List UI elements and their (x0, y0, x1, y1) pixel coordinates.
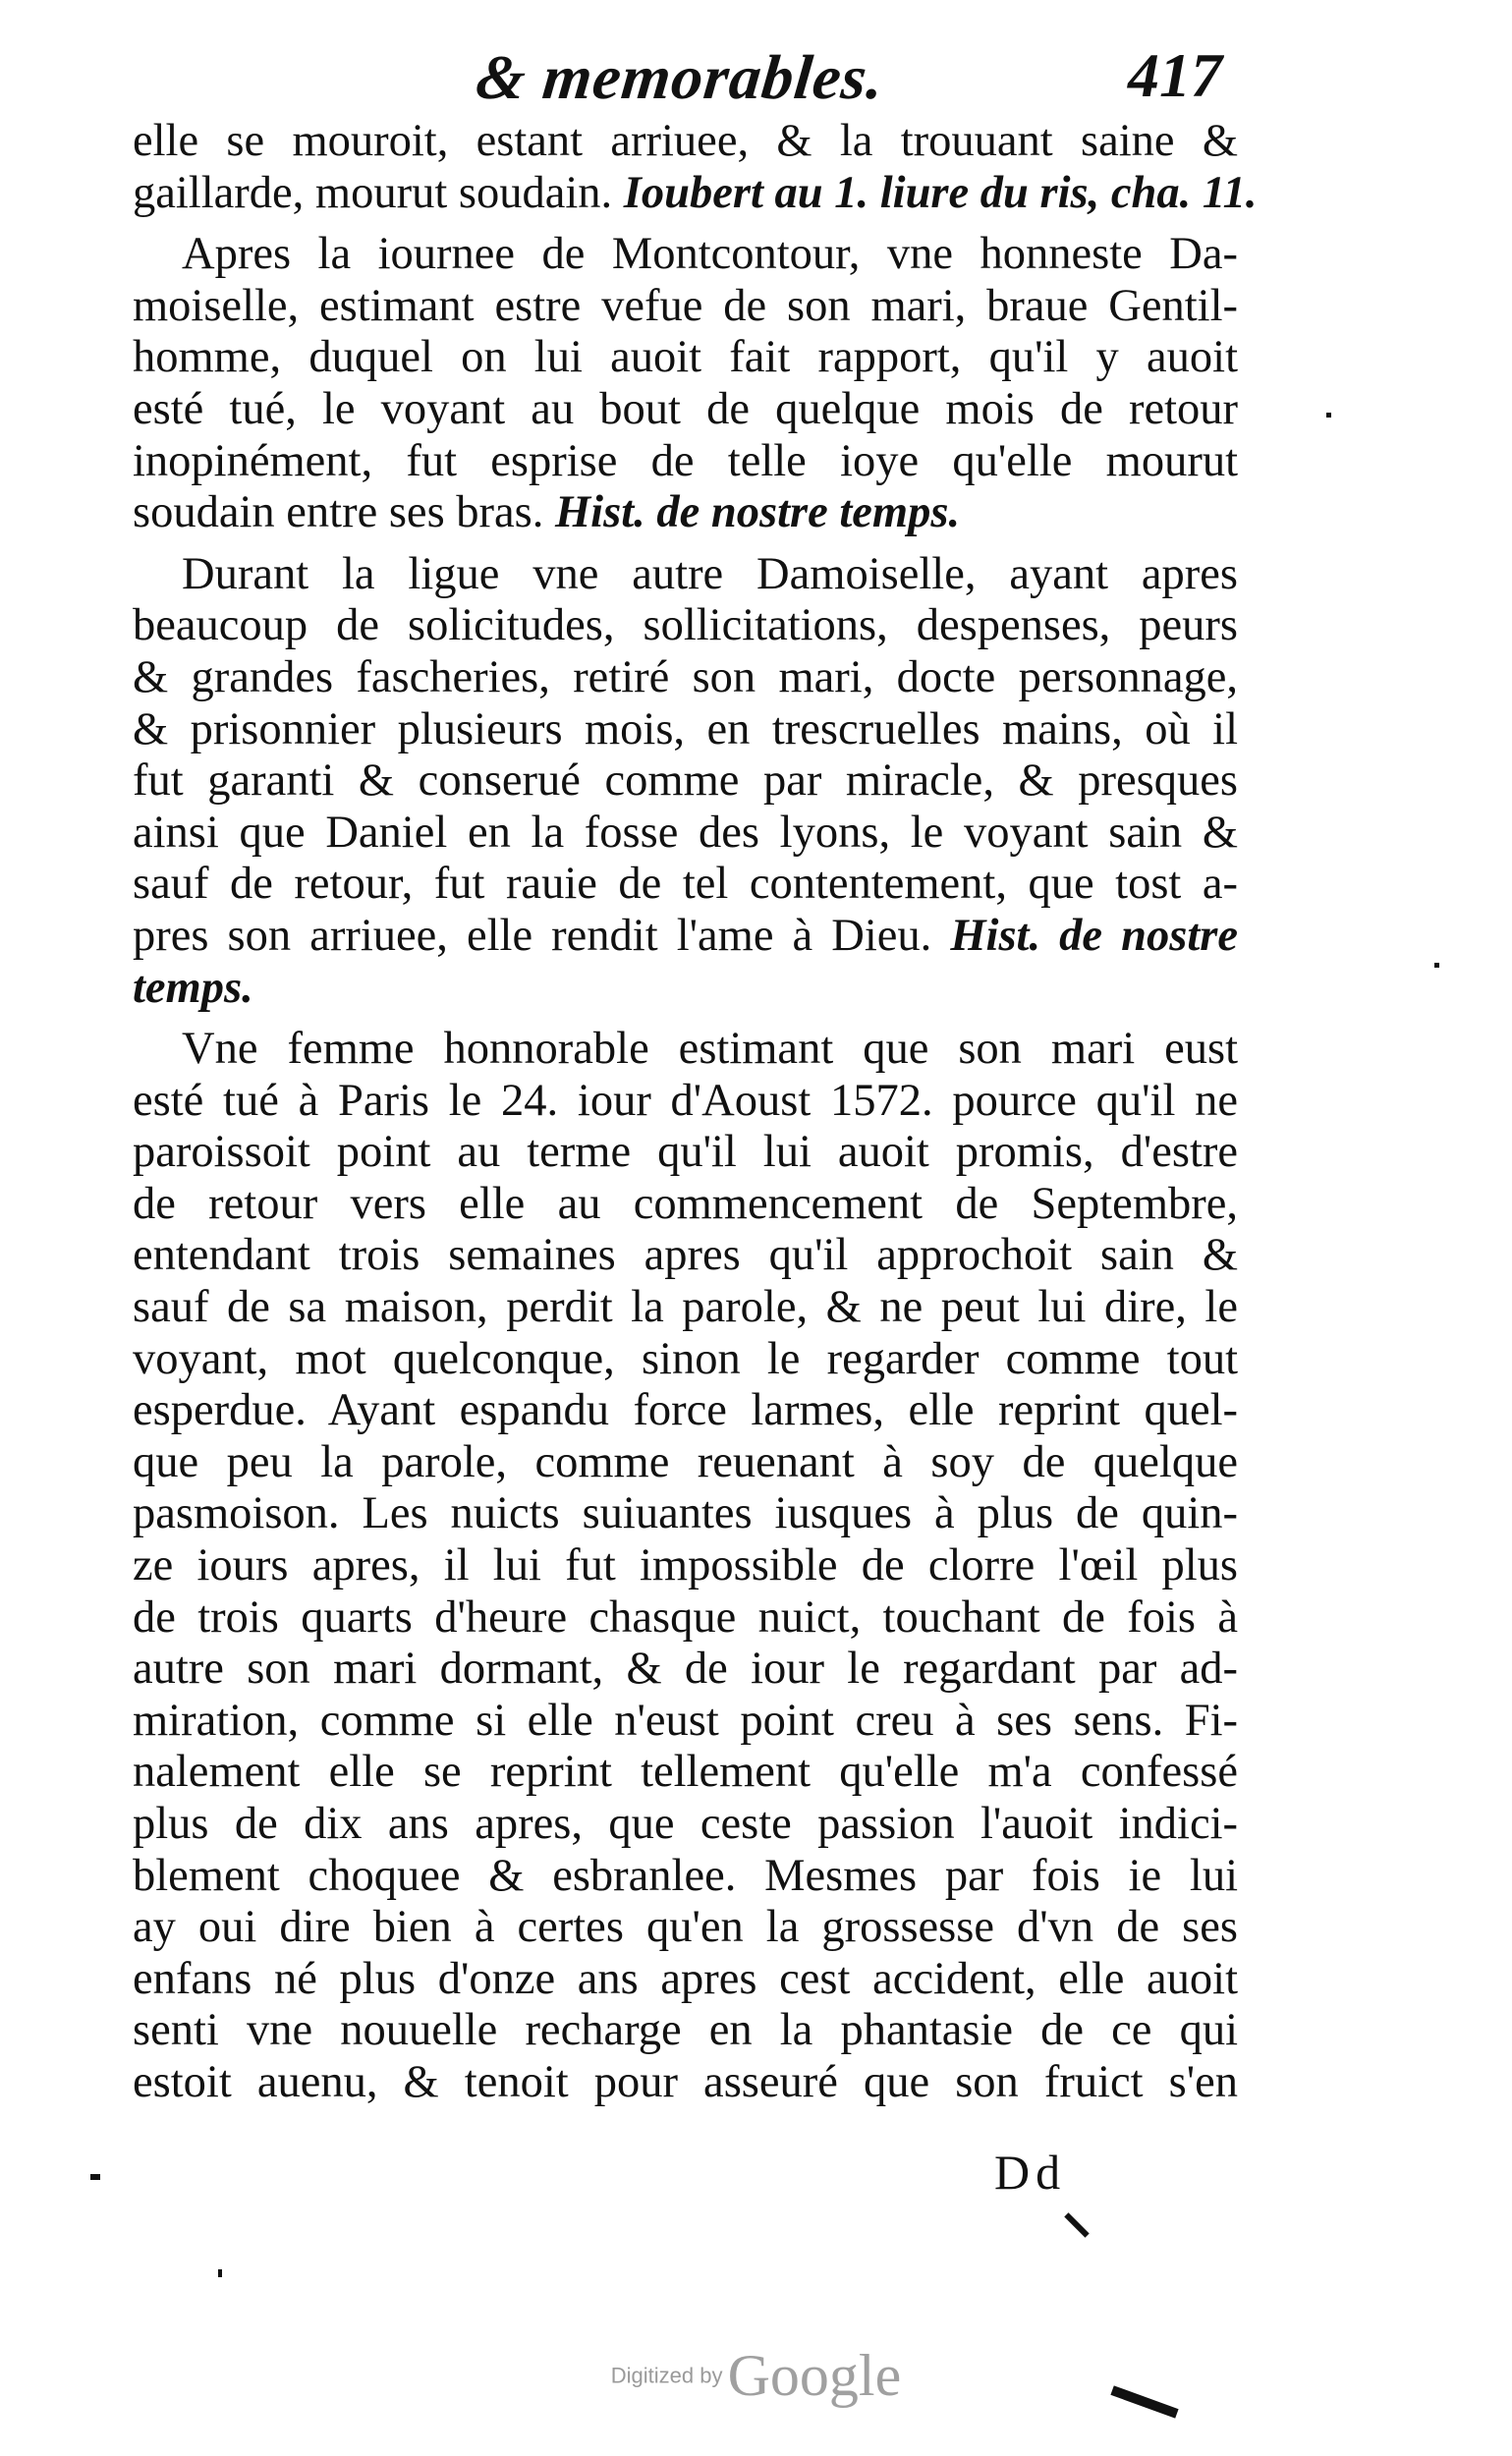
line-text: paroissoit point au terme qu'il lui auoit promis, d'estre (133, 1127, 1238, 1178)
line-text: inopinément, fut esprise de telle ioye qu'elle mourut (133, 435, 1238, 486)
text-line (133, 1385, 1238, 1437)
digitized-watermark (0, 2342, 1512, 2410)
google-logo: Google (727, 2343, 902, 2408)
citation-reference: temps. (133, 962, 253, 1013)
text-line (133, 2057, 1238, 2109)
text-line (133, 600, 1238, 652)
text-line (133, 281, 1238, 333)
line-text: ay oui dire bien à certes qu'en la grossesse d'vn de ses (133, 1902, 1238, 1953)
text-line (133, 1024, 1238, 1076)
line-text: & grandes fascheries, retiré son mari, docte personnage, (133, 651, 1238, 702)
text-line (133, 116, 1238, 168)
line-text: que peu la parole, comme reuenant à soy de quelque (133, 1436, 1238, 1487)
line-text: beaucoup de solicitudes, sollicitations, despenses, peurs (133, 600, 1238, 651)
line-text: voyant, mot quelconque, sinon le regarder comme tout (133, 1333, 1238, 1384)
line-text: blement choquee & esbranlee. Mesmes par fois ie lui (133, 1850, 1238, 1901)
line-text: pres son arriuee, elle rendit l'ame à Dieu. (133, 910, 932, 961)
text-line (133, 384, 1238, 436)
line-text: esté tué, le voyant au bout de quelque mois de retour (133, 383, 1238, 434)
paragraph-gap (133, 219, 1238, 229)
line-text: fut garanti & conserué comme par miracle, & presques (133, 755, 1238, 807)
line-text: homme, duquel on lui auoit fait rapport, qu'il y auoit (133, 332, 1238, 383)
citation-reference: Hist. de nostre (931, 910, 1238, 961)
text-line (133, 1127, 1238, 1179)
text-line (133, 1799, 1238, 1851)
text-line (133, 963, 1238, 1015)
line-text: ainsi que Daniel en la fosse des lyons, le voyant sain & (133, 807, 1238, 858)
text-line (133, 436, 1238, 488)
scan-speck (1434, 963, 1439, 968)
scan-speck (1326, 413, 1331, 418)
signature-mark: Dd (994, 2145, 1067, 2200)
line-text: sauf de sa maison, perdit la parole, & ne peut lui dire, le (133, 1282, 1238, 1333)
scan-speck (218, 2269, 222, 2277)
line-text: sauf de retour, fut rauie de tel contentement, que tost a- (133, 859, 1238, 910)
line-text: estoit auenu, & tenoit pour asseuré que son fruict s'en (133, 2056, 1238, 2107)
scan-speck (1064, 2212, 1089, 2237)
running-title: & memorables. (473, 42, 888, 112)
text-line (133, 1851, 1238, 1903)
line-text: miration, comme si elle n'eust point creu à ses sens. Fi- (133, 1695, 1238, 1746)
text-line (133, 1179, 1238, 1231)
line-text: nalement elle se reprint tellement qu'elle m'a confessé (133, 1747, 1238, 1798)
text-line (133, 549, 1238, 601)
text-line (133, 1696, 1238, 1748)
line-text: senti vne nouuelle recharge en la phantasie de ce qui (133, 2005, 1238, 2056)
line-text: de trois quarts d'heure chasque nuict, touchant de fois à (133, 1591, 1238, 1643)
text-line (133, 1076, 1238, 1128)
text-line (133, 1437, 1238, 1489)
line-text: & prisonnier plusieurs mois, en trescruelles mains, où il (133, 703, 1238, 754)
text-line (133, 704, 1238, 756)
line-text: enfans né plus d'onze ans apres cest accident, elle auoit (133, 1953, 1238, 2004)
text-line (133, 2005, 1238, 2057)
text-line (133, 911, 1238, 963)
text-line (133, 1334, 1238, 1386)
text-line (133, 755, 1238, 808)
line-text: gaillarde, mourut soudain. (133, 167, 613, 218)
text-line (133, 1954, 1238, 2006)
text-line (133, 1592, 1238, 1645)
line-text: autre son mari dormant, & de iour le regardant par ad- (133, 1644, 1238, 1695)
line-text: moiselle, estimant estre vefue de son mari, braue Gentil- (133, 280, 1238, 331)
line-text: Apres la iournee de Montcontour, vne honneste Da- (182, 229, 1238, 280)
line-text: pasmoison. Les nuicts suiuantes iusques à plus de quin- (133, 1488, 1238, 1539)
text-line (133, 1902, 1238, 1954)
line-text: elle se mouroit, estant arriuee, & la trouuant saine & (133, 116, 1238, 166)
text-line (133, 1644, 1238, 1696)
text-line (133, 859, 1238, 911)
text-line (133, 1488, 1238, 1540)
paragraph-gap (133, 539, 1238, 549)
line-text: Durant la ligue vne autre Damoiselle, ayant apres (182, 548, 1238, 599)
body-text (133, 116, 1258, 2109)
text-line (133, 487, 1238, 539)
text-line (133, 808, 1238, 860)
text-line (133, 332, 1238, 384)
line-text: Vne femme honnorable estimant que son mari eust (182, 1024, 1238, 1075)
text-line (133, 1540, 1238, 1592)
digitized-prefix: Digitized by (610, 2363, 723, 2388)
line-text: esté tué à Paris le 24. iour d'Aoust 1572. pource qu'il ne (133, 1075, 1238, 1126)
citation-reference: Hist. de nostre temps. (543, 487, 961, 538)
paragraph-gap (133, 1014, 1238, 1024)
text-line (133, 1230, 1238, 1282)
line-text: ze iours apres, il lui fut impossible de clorre l'œil plus (133, 1540, 1238, 1591)
line-text: soudain entre ses bras. (133, 487, 544, 538)
text-line (133, 1282, 1238, 1334)
line-text: entendant trois semaines apres qu'il approchoit sain & (133, 1230, 1238, 1281)
text-line (133, 1747, 1238, 1799)
text-line (133, 229, 1238, 281)
scan-speck (90, 2174, 100, 2180)
line-text: plus de dix ans apres, que ceste passion l'auoit indici- (133, 1799, 1238, 1849)
text-line (133, 167, 1258, 220)
page-number: 417 (1128, 40, 1222, 110)
line-text: esperdue. Ayant espandu force larmes, elle reprint quel- (133, 1385, 1238, 1436)
text-line (133, 652, 1238, 704)
citation-reference: Ioubert au 1. liure du ris, cha. 11. (612, 167, 1258, 218)
line-text: de retour vers elle au commencement de Septembre, (133, 1178, 1238, 1229)
